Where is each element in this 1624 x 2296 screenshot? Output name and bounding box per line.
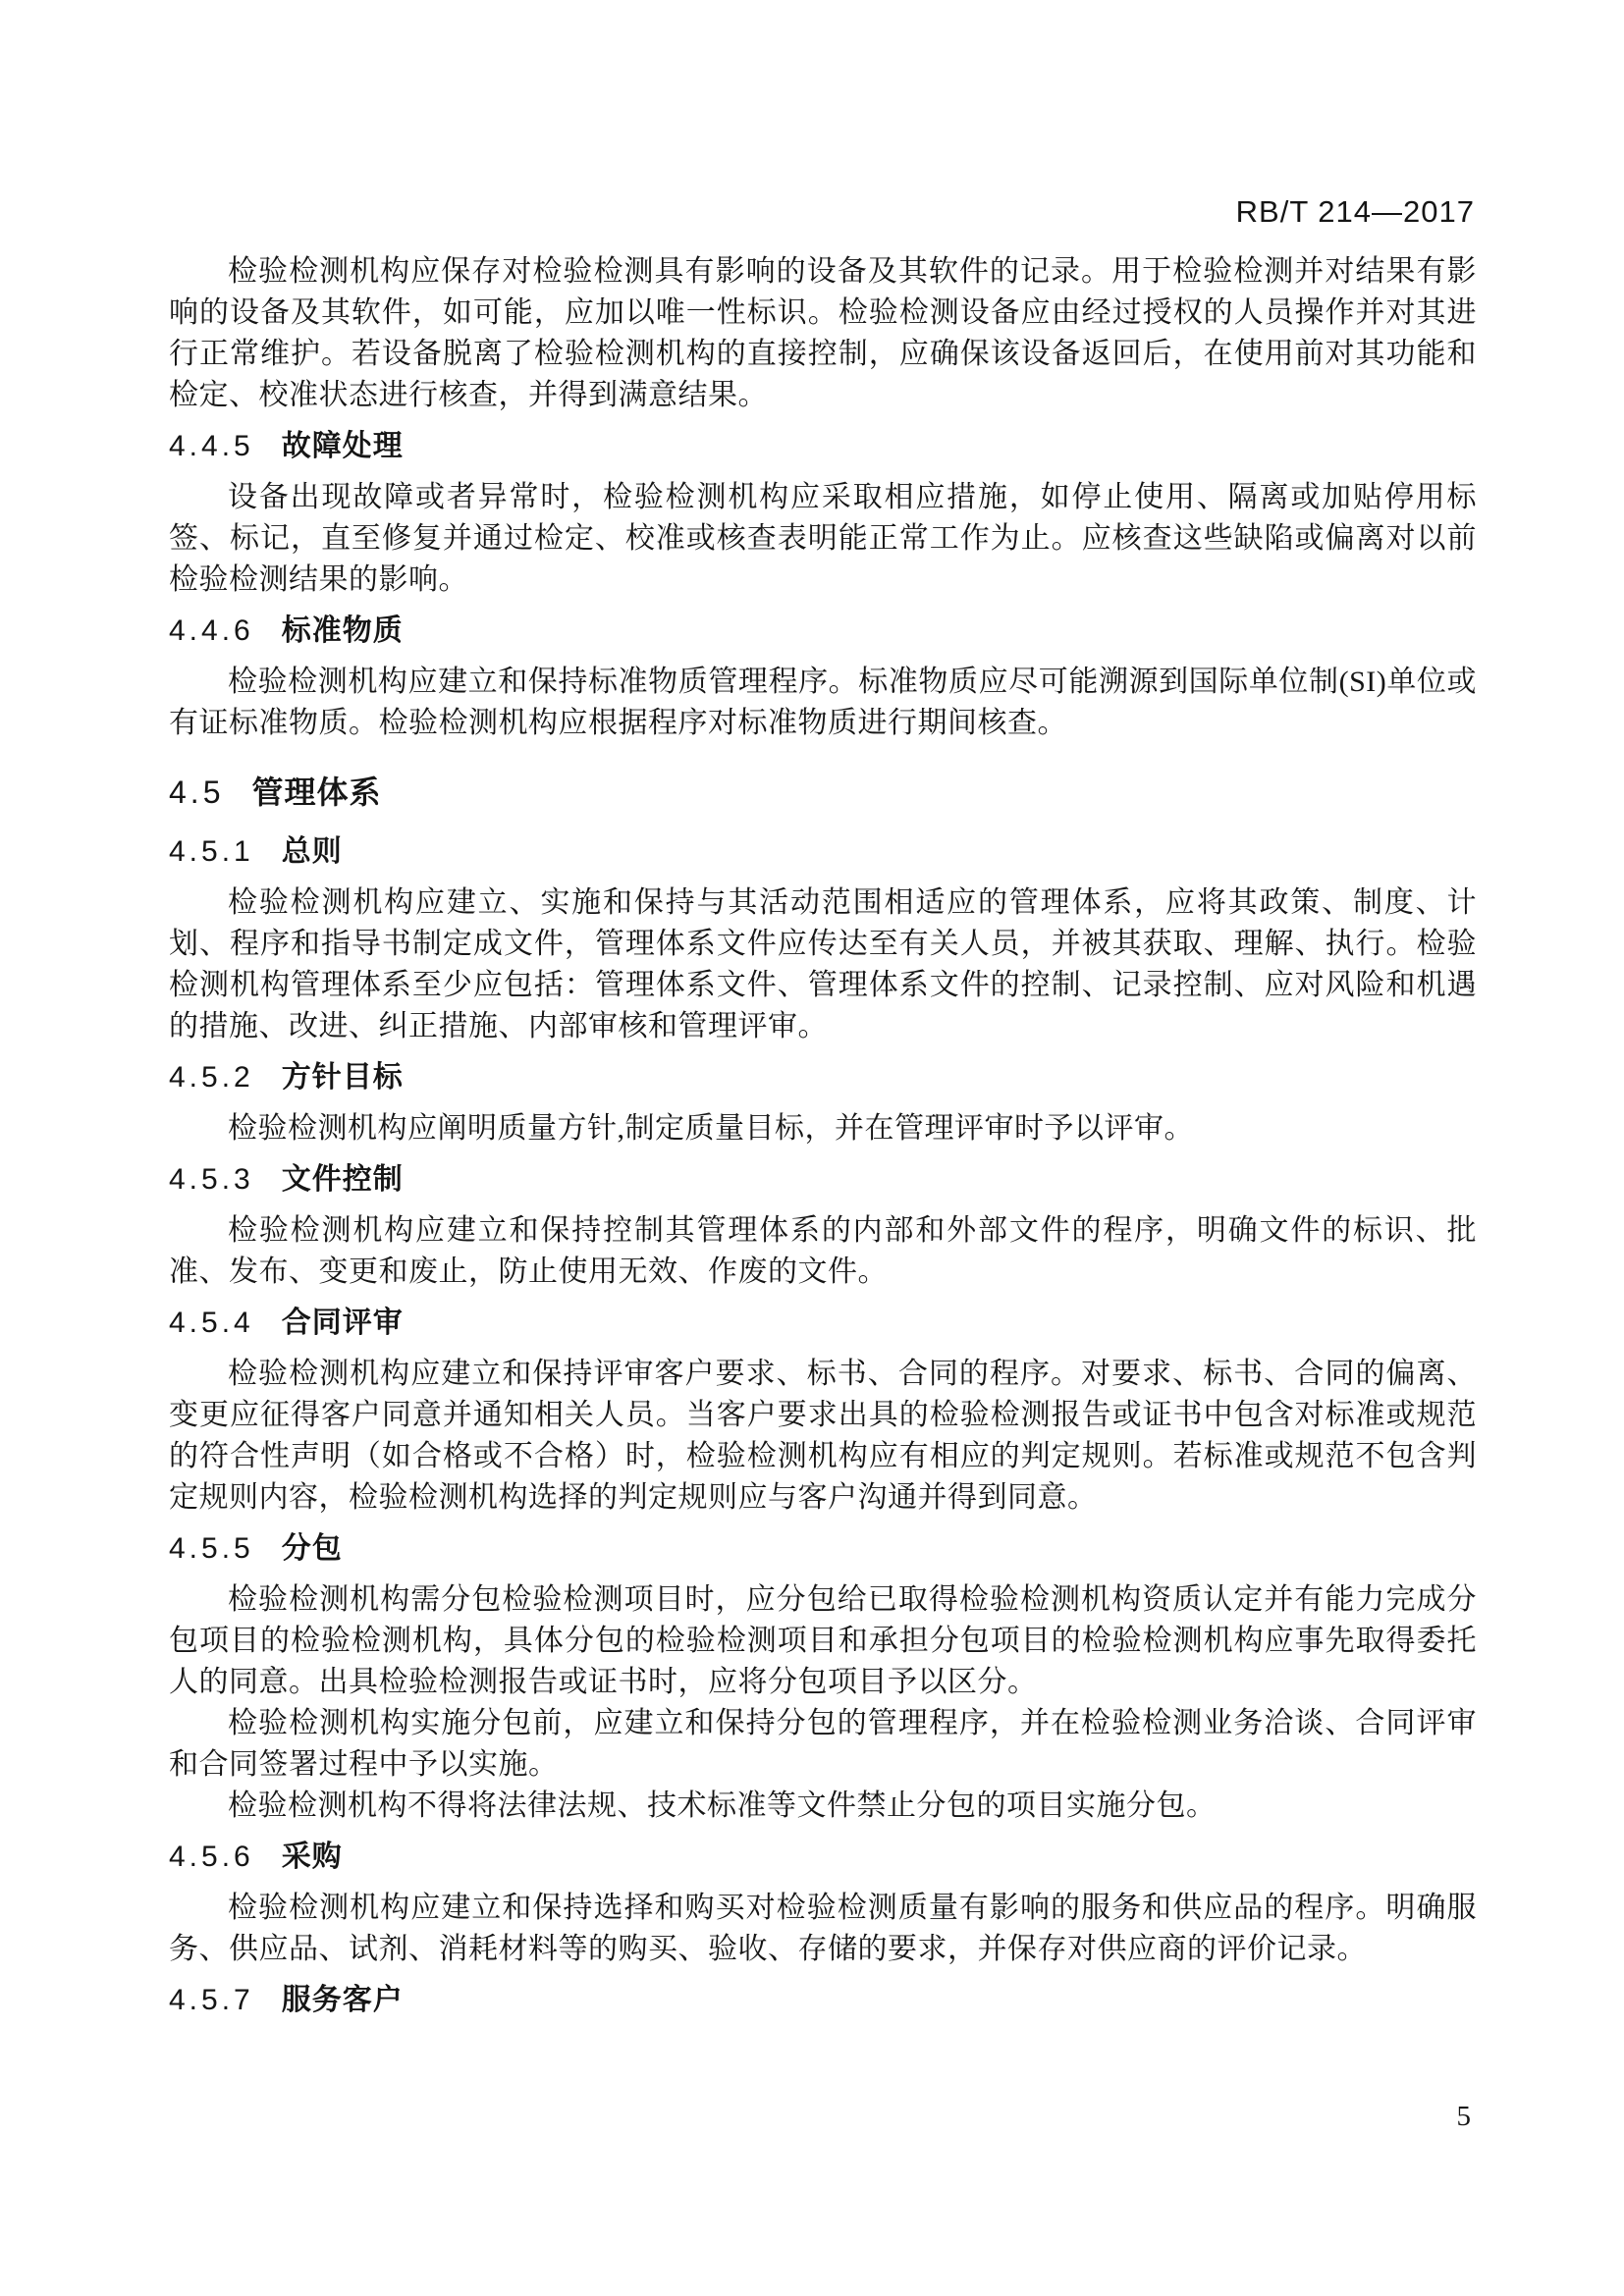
section-heading-4-4-5 [169, 425, 1477, 468]
section-number: 4.5.4 [169, 1307, 254, 1339]
section-title: 分包 [281, 1532, 343, 1565]
body-paragraph: 检验检测机构需分包检验检测项目时，应分包给已取得检验检测机构资质认定并有能力完成分包项目的检验检测机构，具体分包的检验检测项目和承担分包项目的检验检测机构应事先取得委托人的同意。出具检验检测报告或证书时，应将分包项目予以区分。 [169, 1583, 1477, 1698]
body-paragraph: 检验检测机构不得将法律法规、技术标准等文件禁止分包的项目实施分包。 [228, 1789, 1217, 1822]
section-number: 4.5.7 [169, 1984, 254, 2016]
body-paragraph: 检验检测机构应建立、实施和保持与其活动范围相适应的管理体系，应将其政策、制度、计划、程序和指导书制定成文件，管理体系文件应传达至有关人员，并被其获取、理解、执行。检验检测机构管理体系至少应包括：管理体系文件、管理体系文件的控制、记录控制、应对风险和机遇的措施、改进、纠正措施、内部审核和管理评审。 [169, 886, 1477, 1042]
body-paragraph: 检验检测机构实施分包前，应建立和保持分包的管理程序，并在检验检测业务洽谈、合同评审和合同签署过程中予以实施。 [169, 1707, 1477, 1781]
section-title: 管理体系 [251, 774, 382, 810]
section-title: 文件控制 [281, 1163, 404, 1196]
body-paragraph: 检验检测机构应建立和保持标准物质管理程序。标准物质应尽可能溯源到国际单位制(SI)单位或有证标准物质。检验检测机构应根据程序对标准物质进行期间核查。 [169, 666, 1477, 739]
section-number: 4.5.2 [169, 1061, 254, 1094]
section-heading-4-5-6 [169, 1836, 1477, 1879]
section-title: 标准物质 [281, 614, 404, 647]
section-number: 4.4.6 [169, 614, 254, 647]
section-number: 4.5.1 [169, 835, 254, 868]
body-paragraph: 检验检测机构应阐明质量方针,制定质量目标，并在管理评审时予以评审。 [228, 1112, 1194, 1145]
section-title: 合同评审 [281, 1307, 404, 1339]
section-title: 总则 [281, 835, 343, 868]
body-paragraph: 设备出现故障或者异常时，检验检测机构应采取相应措施，如停止使用、隔离或加贴停用标签、标记，直至修复并通过检定、校准或核查表明能正常工作为止。应核查这些缺陷或偏离对以前检验检测结果的影响。 [169, 481, 1477, 596]
page-number: 5 [1456, 2101, 1471, 2132]
section-title: 故障处理 [281, 430, 404, 462]
section-heading-4-5-1 [169, 830, 1477, 874]
section-number: 4.5 [169, 774, 225, 810]
section-heading-4-5-3 [169, 1158, 1477, 1201]
section-title: 服务客户 [281, 1984, 404, 2016]
standard-code: RB/T 214—2017 [1235, 194, 1475, 229]
section-number: 4.5.3 [169, 1163, 254, 1196]
section-heading-4-5-2 [169, 1056, 1477, 1099]
document-content [169, 251, 1477, 2031]
section-title: 方针目标 [281, 1061, 404, 1094]
body-paragraph: 检验检测机构应保存对检验检测具有影响的设备及其软件的记录。用于检验检测并对结果有影响的设备及其软件，如可能，应加以唯一性标识。检验检测设备应由经过授权的人员操作并对其进行正常维护。若设备脱离了检验检测机构的直接控制，应确保该设备返回后，在使用前对其功能和检定、校准状态进行核查，并得到满意结果。 [169, 255, 1477, 411]
section-heading-4-4-6 [169, 610, 1477, 653]
body-paragraph: 检验检测机构应建立和保持选择和购买对检验检测质量有影响的服务和供应品的程序。明确服务、供应品、试剂、消耗材料等的购买、验收、存储的要求，并保存对供应商的评价记录。 [169, 1892, 1477, 1965]
section-heading-4-5-5 [169, 1527, 1477, 1571]
section-heading-4-5-4 [169, 1302, 1477, 1345]
section-heading-4-5 [169, 770, 1477, 815]
body-paragraph: 检验检测机构应建立和保持控制其管理体系的内部和外部文件的程序，明确文件的标识、批准、发布、变更和废止，防止使用无效、作废的文件。 [169, 1214, 1477, 1288]
section-title: 采购 [281, 1841, 343, 1873]
section-number: 4.5.6 [169, 1841, 254, 1873]
section-heading-4-5-7 [169, 1979, 1477, 2022]
body-paragraph: 检验检测机构应建立和保持评审客户要求、标书、合同的程序。对要求、标书、合同的偏离、变更应征得客户同意并通知相关人员。当客户要求出具的检验检测报告或证书中包含对标准或规范的符合性声明（如合格或不合格）时，检验检测机构应有相应的判定规则。若标准或规范不包含判定规则内容，检验检测机构选择的判定规则应与客户沟通并得到同意。 [169, 1358, 1477, 1514]
standard-code-header [1236, 194, 1475, 230]
section-number: 4.4.5 [169, 430, 254, 462]
section-number: 4.5.5 [169, 1532, 254, 1565]
